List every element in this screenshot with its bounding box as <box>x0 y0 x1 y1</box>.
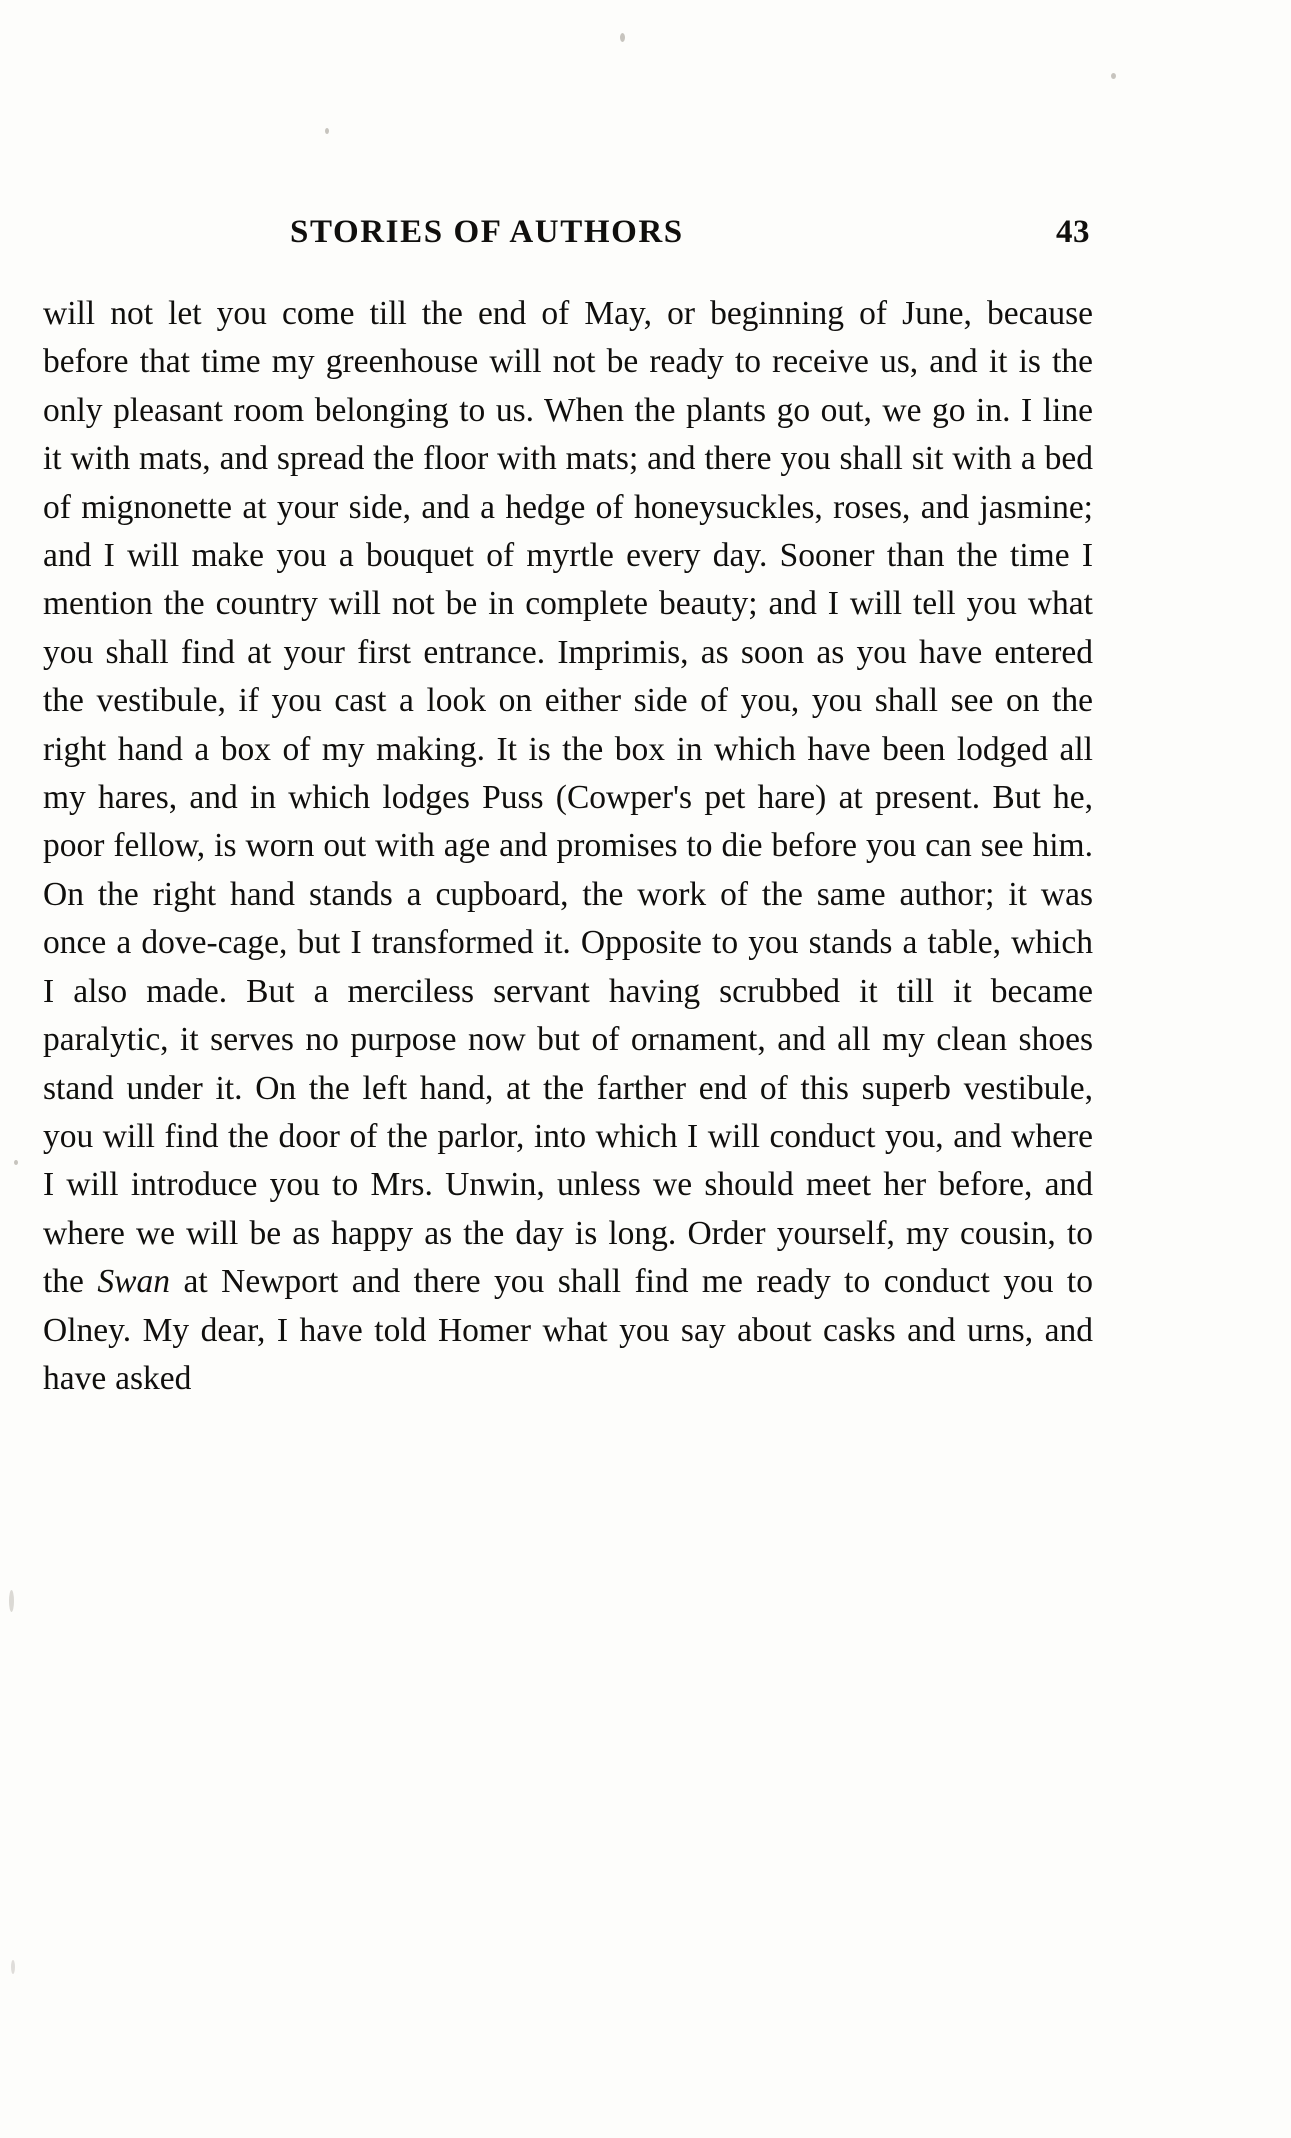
body-text-part-1: will not let you come till the end of May, or beginning of June, because before that time my greenhouse will not be ready to receive us, and it is the only pleasant room belonging to us. When the plants go out, we go in. I line it with mats, and spread the floor with mats; and there you shall sit with a bed of mignonette at your side, and a hedge of honeysuckles, roses, and jasmine; and I will make you a bouquet of myrtle every day. Sooner than the time I mention the country will not be in complete beauty; and I will tell you what you shall find at your first entrance. Imprimis, as soon as you have entered the vestibule, if you cast a look on either side of you, you shall see on the right hand a box of my making. It is the box in which have been lodged all my hares, and in which lodges Puss (Cowper's pet hare) at present. But he, poor fellow, is worn out with age and promises to die before you can see him. On the right hand stands a cupboard, the work of the same author; it was once a dove-cage, but I transformed it. Opposite to you stands a table, which I also made. But a merciless servant having scrubbed it till it became paralytic, it serves no purpose now but of ornament, and all my clean shoes stand under it. On the left hand, at the farther end of this superb vestibule, you will find the door of the parlor, into which I will conduct you, and where I will introduce you to Mrs. Unwin, unless we should meet her before, and where we will be as happy as the day is long. Order yourself, my cousin, to the <box>43 295 1093 1301</box>
scan-speck <box>11 1960 15 1974</box>
scan-speck <box>9 1590 14 1612</box>
page-header <box>290 214 1090 251</box>
body-paragraph <box>43 290 1093 1403</box>
page-number: 43 <box>1056 214 1090 250</box>
running-title: STORIES OF AUTHORS <box>290 214 684 250</box>
body-text-part-2: at Newport and there you shall find me ready to conduct you to Olney. My dear, I have told Homer what you say about casks and urns, and have asked <box>43 1263 1093 1397</box>
italic-title-swan: Swan <box>97 1263 171 1301</box>
scan-speck <box>620 33 625 42</box>
body-text <box>43 290 1093 1403</box>
scan-speck <box>14 1160 18 1165</box>
scan-speck <box>1111 73 1116 79</box>
scan-speck <box>325 128 329 134</box>
